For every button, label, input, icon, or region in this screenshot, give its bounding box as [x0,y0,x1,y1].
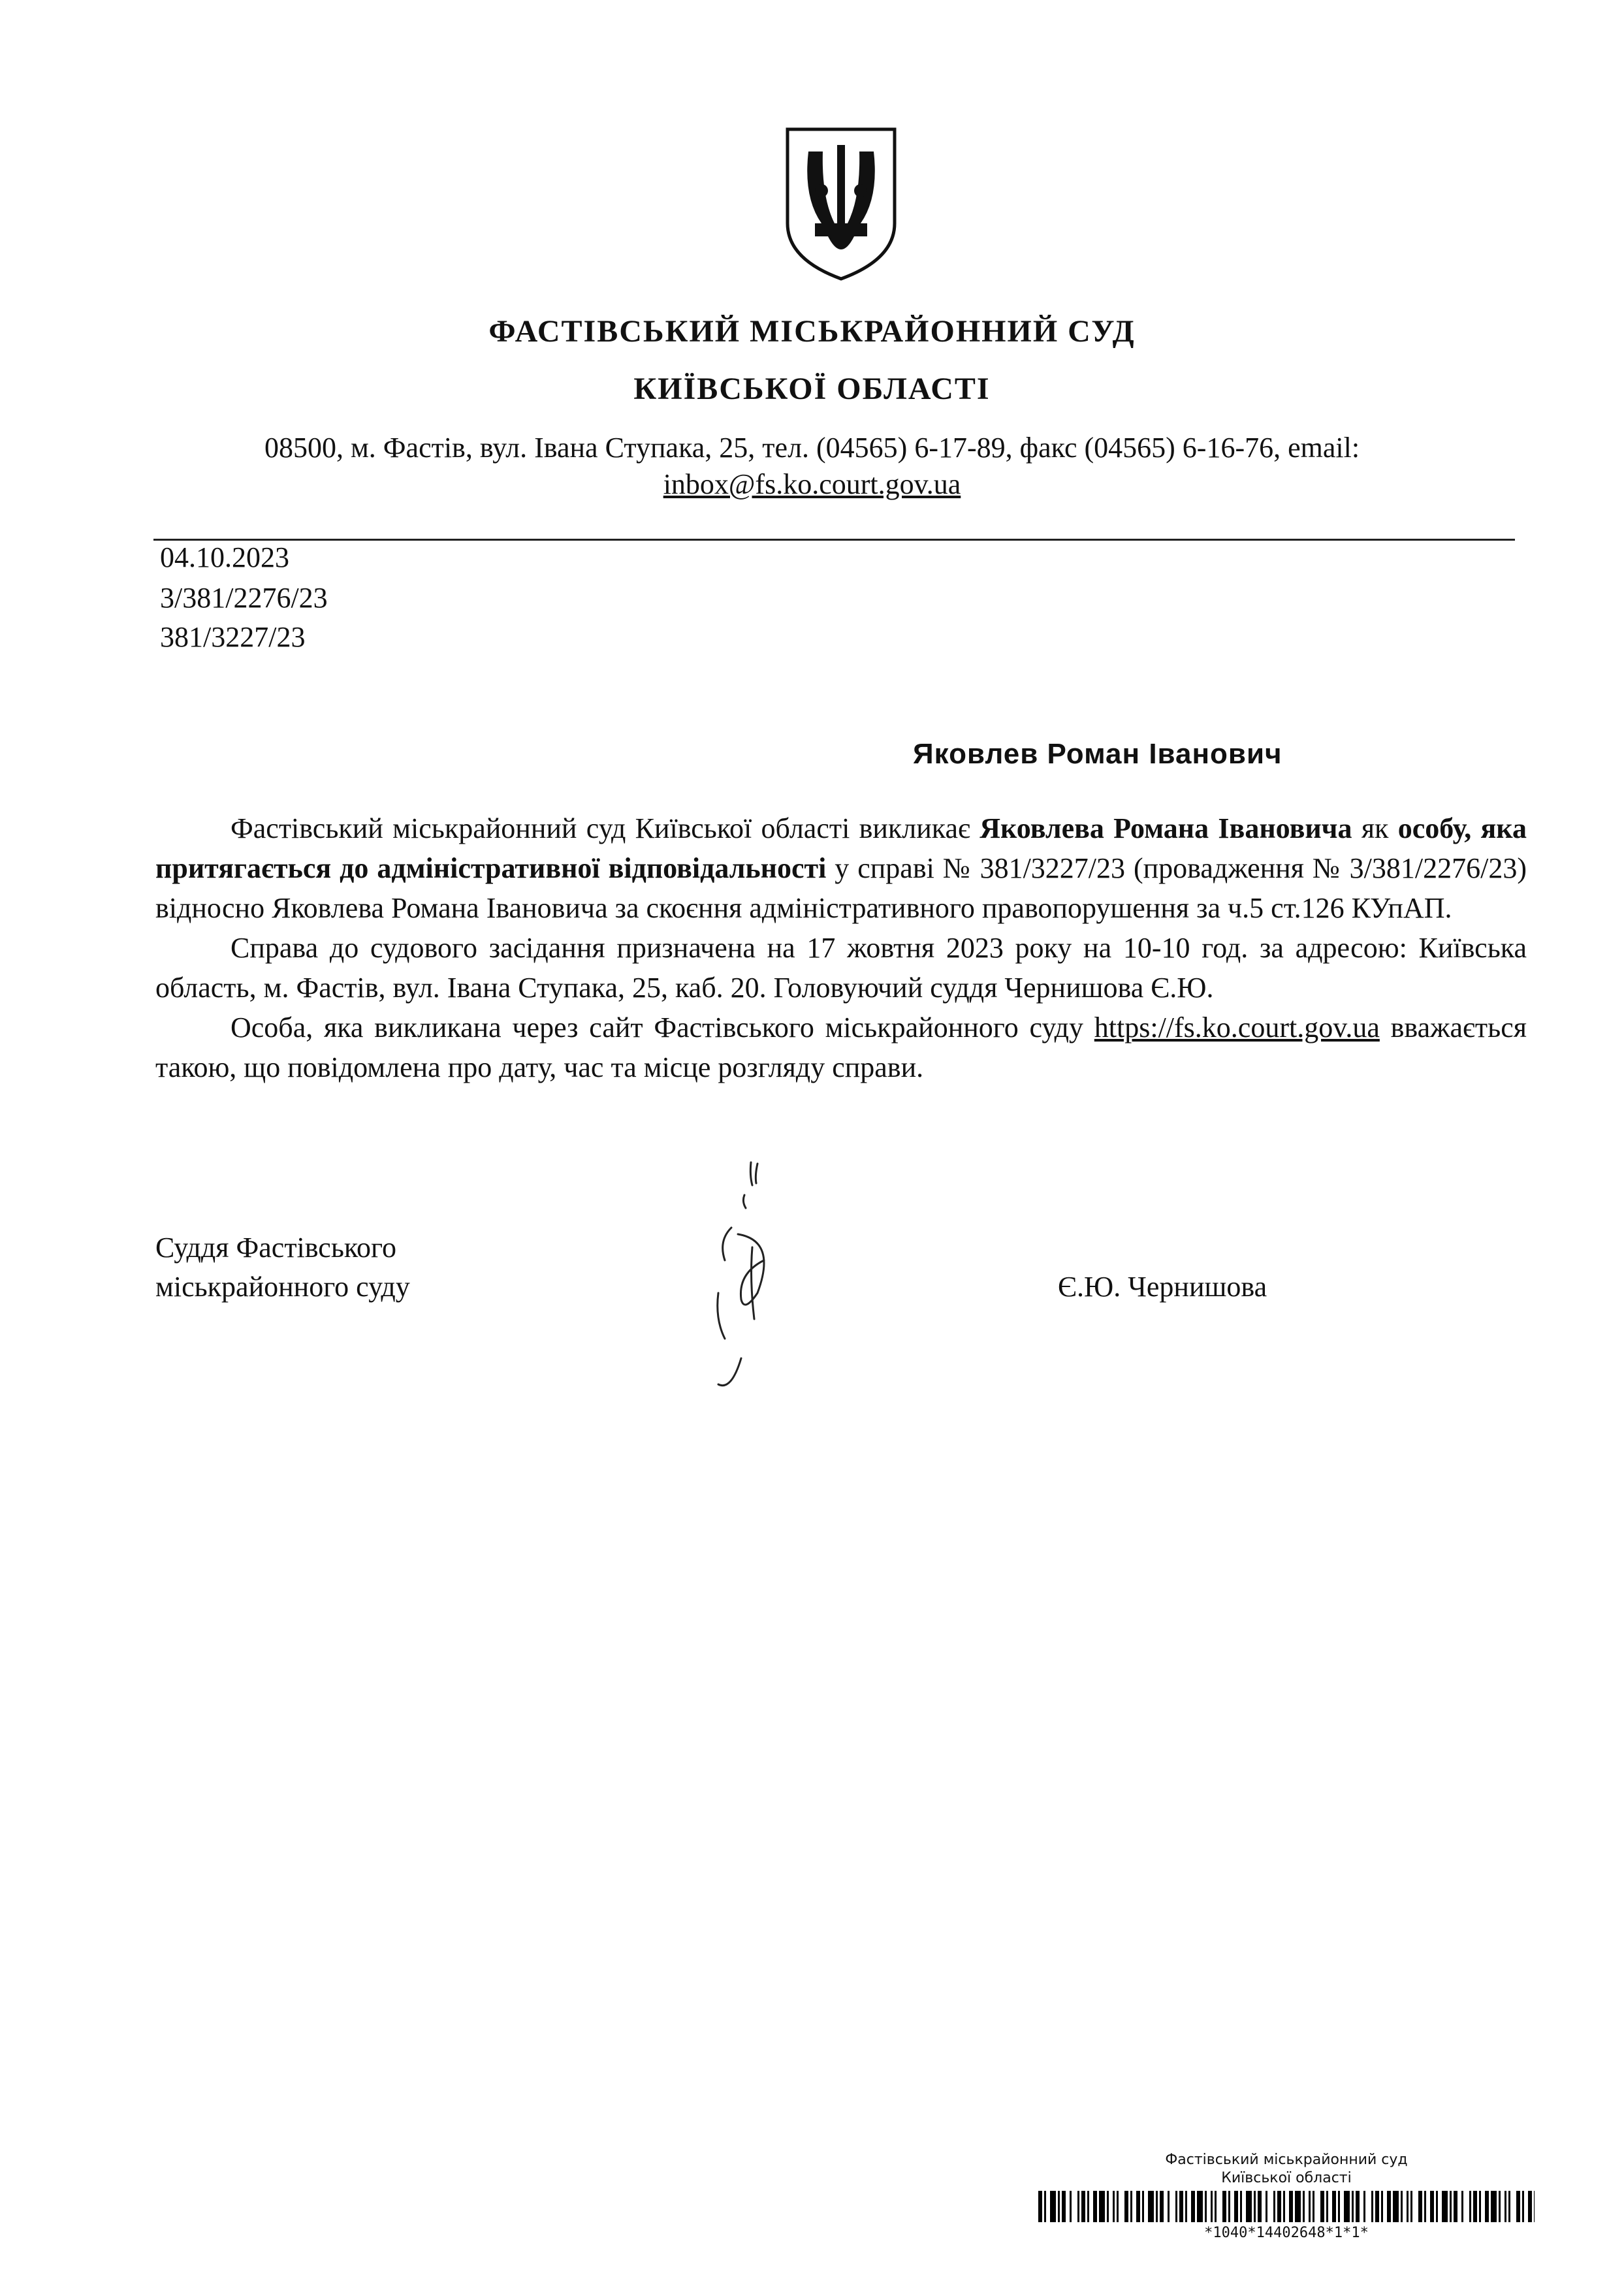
barcode-bar [1522,2191,1524,2222]
barcode-bar [1148,2191,1154,2222]
text: у справі № 381/3227/23 (провадження № 3/381/2276/23) відносно Яковлева Романа Івановича за скоєння адміністративного правопорушення за ч.5 ст.126 КУпАП. [155,852,1527,924]
stamp-court-name: Фастівський міськрайонний суд [1165,2152,1408,2168]
barcode-bar [1038,2191,1042,2222]
barcode-bar [1387,2191,1391,2222]
barcode-bar [1081,2191,1085,2222]
summons-body [155,808,1527,1087]
barcode-bar [1185,2191,1187,2222]
barcode-bar [1381,2191,1383,2222]
barcode-bar [1283,2191,1285,2222]
barcode-bar [1491,2191,1497,2222]
barcode-bar [1442,2191,1448,2222]
barcode-bar [1050,2191,1056,2222]
barcode-bar [1234,2191,1238,2222]
barcode-bar [1332,2191,1336,2222]
judge-title-line2: міськрайонного суду [155,1271,410,1303]
barcode-bar [1228,2191,1230,2222]
barcode-bar [1136,2191,1140,2222]
barcode-bar [1450,2191,1452,2222]
barcode-bar [1215,2191,1217,2222]
barcode-bar [1044,2191,1046,2222]
barcode-bar [1534,2191,1535,2222]
barcode-bar [1516,2191,1520,2222]
text: Фастівський міськрайонний суд Київської області викликає [231,812,980,844]
barcode-bar [1222,2191,1226,2222]
court-address: 08500, м. Фастів, вул. Івана Ступака, 25, тел. (04565) 6-17-89, факс (04565) 6-16-76, email: [264,432,1360,464]
barcode-bar [1117,2191,1119,2222]
barcode-bar [1356,2191,1360,2222]
barcode-bar [1197,2191,1203,2222]
barcode-bar [1375,2191,1379,2222]
person-name: Яковлева Романа Івановича [979,812,1352,844]
proceeding-number: 3/381/2276/23 [160,582,328,614]
barcode-number: *1040*14402648*1*1* [1204,2225,1369,2241]
court-email-link[interactable]: inbox@fs.ko.court.gov.ua [663,468,961,500]
barcode-bar [1258,2191,1262,2222]
text: як [1352,812,1398,844]
barcode-bar [1485,2191,1489,2222]
barcode-bar [1142,2191,1144,2222]
barcode-bar [1240,2191,1242,2222]
paragraph-summons [155,808,1527,928]
text: вважається такою, що повідомлена про дату, час та місце розгляду справи. [155,1012,1527,1083]
paragraph-notice [155,1008,1527,1087]
barcode-bar [1093,2191,1097,2222]
text: Особа, яка викликана через сайт Фастівського міськрайонного суду [231,1012,1094,1043]
barcode-bar [1313,2191,1314,2222]
barcode-bar [1062,2191,1066,2222]
barcode-bar [1099,2191,1105,2222]
barcode-bar [1254,2191,1256,2222]
stamp-region: Київської області [1221,2170,1352,2186]
barcode-bar [1352,2191,1354,2222]
barcode-bar [1273,2191,1275,2222]
barcode-bar [1058,2191,1060,2222]
barcode-bar [1344,2191,1350,2222]
tryzub-coat-of-arms-icon [782,125,900,282]
barcode-bar [1168,2191,1170,2222]
barcode-bar [1401,2191,1403,2222]
barcode-bar [1479,2191,1481,2222]
barcode-bar [1124,2191,1128,2222]
barcode-bar [1508,2191,1510,2222]
person-status: особу, яка притягається до адміністративної відповідальності [155,812,1527,884]
barcode-bar [1113,2191,1115,2222]
barcode-bar [1371,2191,1373,2222]
barcode-bar [1338,2191,1340,2222]
barcode-bar [1191,2191,1195,2222]
document-date: 04.10.2023 [160,541,289,573]
barcode [1038,2191,1535,2222]
barcode-bar [1175,2191,1177,2222]
barcode-bar [1303,2191,1305,2222]
judge-title-line1: Суддя Фастівського [155,1232,396,1264]
barcode-bar [1266,2191,1267,2222]
barcode-bar [1077,2191,1079,2222]
barcode-bar [1430,2191,1434,2222]
barcode-bar [1528,2191,1532,2222]
paragraph-hearing: Справа до судового засідання призначена на 17 жовтня 2023 року на 10-10 год. за адресою: Київська область, м. Фастів, вул. Івана Ступака, 25, каб. 20. Головуючий суддя Чернишова Є.Ю. [155,932,1527,1004]
barcode-bar [1436,2191,1438,2222]
barcode-bar [1160,2191,1164,2222]
barcode-bar [1505,2191,1506,2222]
barcode-bar [1205,2191,1207,2222]
header-divider [153,539,1515,541]
barcode-bar [1418,2191,1422,2222]
barcode-bar [1393,2191,1399,2222]
barcode-bar [1469,2191,1471,2222]
barcode-bar [1461,2191,1463,2222]
barcode-bar [1277,2191,1281,2222]
barcode-bar [1410,2191,1412,2222]
barcode-bar [1246,2191,1252,2222]
barcode-bar [1473,2191,1477,2222]
barcode-bar [1407,2191,1409,2222]
barcode-bar [1499,2191,1501,2222]
judge-name: Є.Ю. Чернишова [1058,1271,1267,1303]
court-website-link[interactable]: https://fs.ko.court.gov.ua [1094,1012,1380,1043]
barcode-bar [1130,2191,1132,2222]
case-number: 381/3227/23 [160,621,306,653]
barcode-bar [1363,2191,1365,2222]
court-name-line2: КИЇВСЬКОЇ ОБЛАСТІ [633,372,991,406]
addressee-name: Яковлев Роман Іванович [913,738,1282,770]
barcode-bar [1309,2191,1311,2222]
barcode-bar [1211,2191,1213,2222]
court-name-line1: ФАСТІВСЬКИЙ МІСЬКРАЙОННИЙ СУД [488,314,1136,349]
barcode-bar [1326,2191,1328,2222]
barcode-bar [1107,2191,1109,2222]
barcode-bar [1087,2191,1089,2222]
barcode-bar [1424,2191,1426,2222]
handwritten-signature [679,1149,810,1410]
barcode-bar [1454,2191,1457,2222]
barcode-bar [1179,2191,1183,2222]
barcode-bar [1295,2191,1301,2222]
barcode-bar [1289,2191,1293,2222]
barcode-bar [1156,2191,1158,2222]
barcode-bar [1070,2191,1072,2222]
barcode-bar [1320,2191,1324,2222]
